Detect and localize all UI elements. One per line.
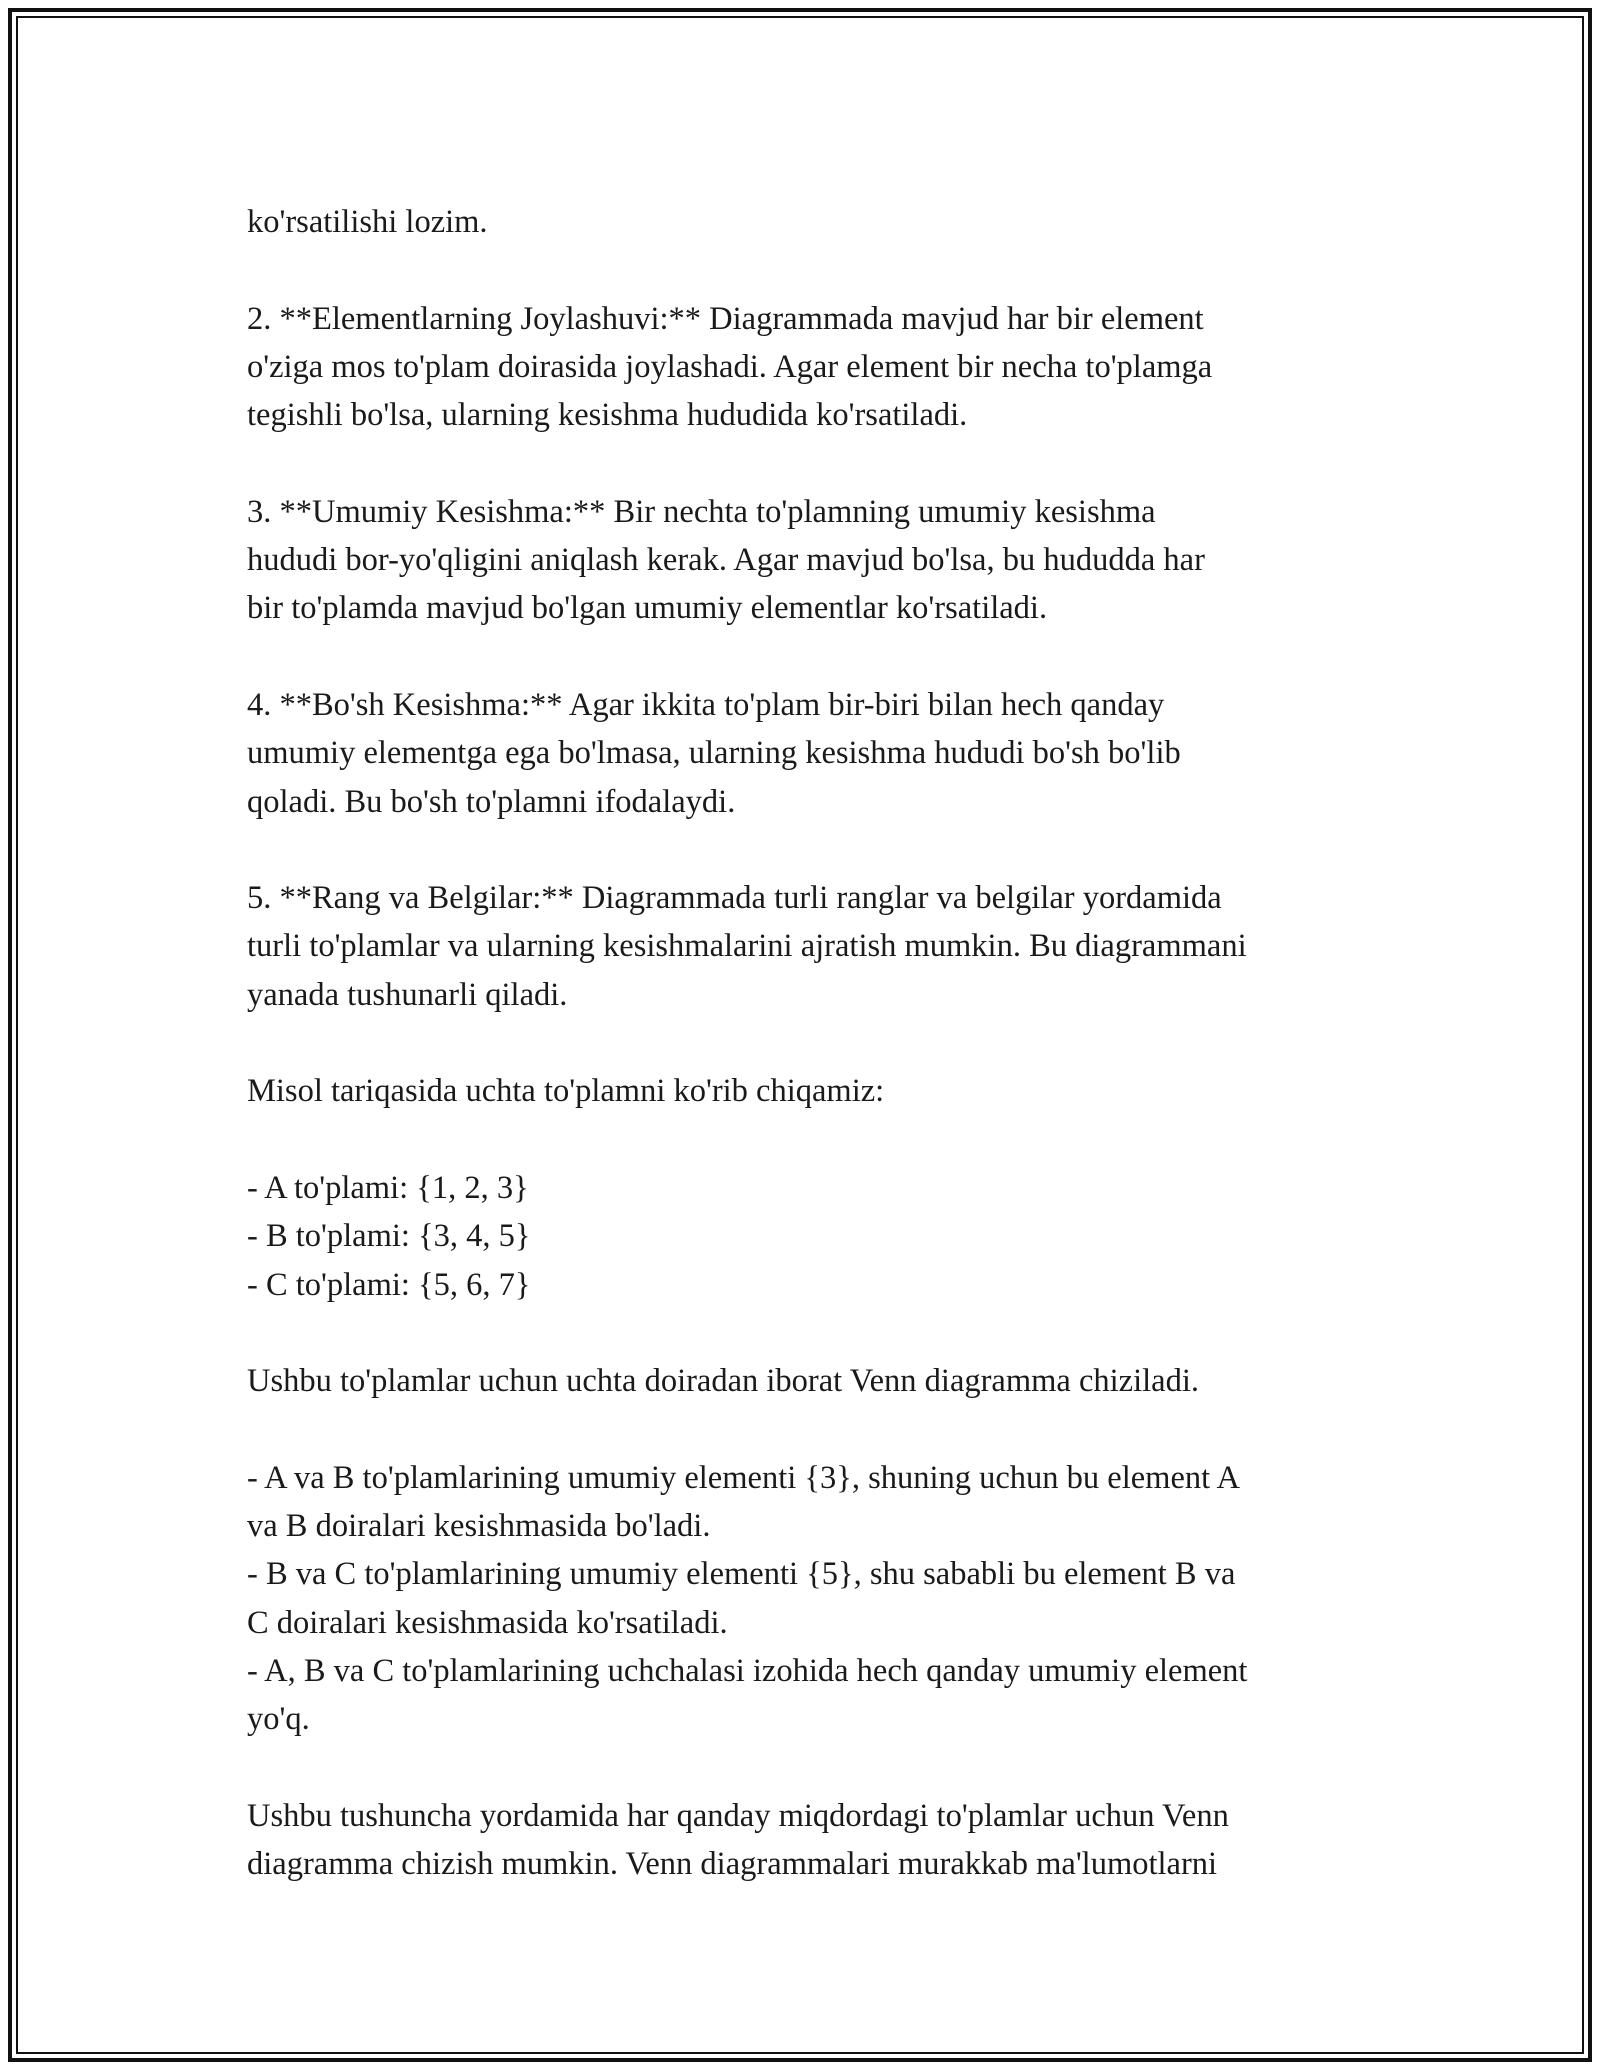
text-line: qoladi. Bu bo'sh to'plamni ifodalaydi. xyxy=(247,783,736,820)
text-line: tegishli bo'lsa, ularning kesishma hududida ko'rsatiladi. xyxy=(247,397,968,434)
text-line: va B doiralari kesishmasida bo'ladi. xyxy=(247,1508,711,1545)
text-line: C doiralari kesishmasida ko'rsatiladi. xyxy=(247,1604,728,1641)
list-item: - A to'plami: {1, 2, 3} xyxy=(247,1169,529,1206)
list-item: - A, B va C to'plamlarining uchchalasi izohida hech qanday umumiy element xyxy=(247,1652,1248,1689)
text-line: yanada tushunarli qiladi. xyxy=(247,976,568,1013)
text-line: bir to'plamda mavjud bo'lgan umumiy elementlar ko'rsatiladi. xyxy=(247,590,1048,627)
blank-line xyxy=(247,246,1397,294)
blank-line xyxy=(247,1744,1397,1792)
text-line: 4. **Bo'sh Kesishma:** Agar ikkita to'plam bir-biri bilan hech qanday xyxy=(247,686,1165,723)
blank-line xyxy=(247,1309,1397,1357)
blank-line xyxy=(247,1116,1397,1164)
text-line: hududi bor-yo'qligini aniqlash kerak. Agar mavjud bo'lsa, bu hududda har xyxy=(247,542,1205,579)
text-line: o'ziga mos to'plam doirasida joylashadi. Agar element bir necha to'plamga xyxy=(247,348,1213,385)
list-item: - B va C to'plamlarining umumiy elementi {5}, shu sababli bu element B va xyxy=(247,1556,1236,1593)
text-line: diagramma chizish mumkin. Venn diagrammalari murakkab ma'lumotlarni xyxy=(247,1846,1218,1883)
text-line: 2. **Elementlarning Joylashuvi:** Diagrammada mavjud har bir element xyxy=(247,300,1204,337)
blank-line xyxy=(247,1405,1397,1453)
text-line: turli to'plamlar va ularning kesishmalarini ajratish mumkin. Bu diagrammani xyxy=(247,928,1247,965)
blank-line xyxy=(247,826,1397,874)
text-line: ko'rsatilishi lozim. xyxy=(247,204,488,240)
list-item: - A va B to'plamlarining umumiy elementi {3}, shuning uchun bu element A xyxy=(247,1459,1240,1496)
text-line: yo'q. xyxy=(247,1701,310,1738)
list-item: - C to'plami: {5, 6, 7} xyxy=(247,1266,531,1303)
blank-line xyxy=(247,1019,1397,1067)
text-line: Misol tariqasida uchta to'plamni ko'rib chiqamiz: xyxy=(247,1073,885,1110)
text-line: umumiy elementga ega bo'lmasa, ularning kesishma hududi bo'sh bo'lib xyxy=(247,735,1181,772)
list-item: - B to'plami: {3, 4, 5} xyxy=(247,1218,531,1255)
text-line: 5. **Rang va Belgilar:** Diagrammada turli ranglar va belgilar yordamida xyxy=(247,880,1222,917)
text-line: 3. **Umumiy Kesishma:** Bir nechta to'plamning umumiy kesishma xyxy=(247,493,1156,530)
blank-line xyxy=(247,439,1397,487)
text-line: Ushbu to'plamlar uchun uchta doiradan iborat Venn diagramma chiziladi. xyxy=(247,1363,1199,1400)
blank-line xyxy=(247,633,1397,681)
text-line: Ushbu tushuncha yordamida har qanday miqdordagi to'plamlar uchun Venn xyxy=(247,1797,1229,1834)
page-frame xyxy=(8,8,1592,2062)
document-text xyxy=(247,198,1397,1888)
